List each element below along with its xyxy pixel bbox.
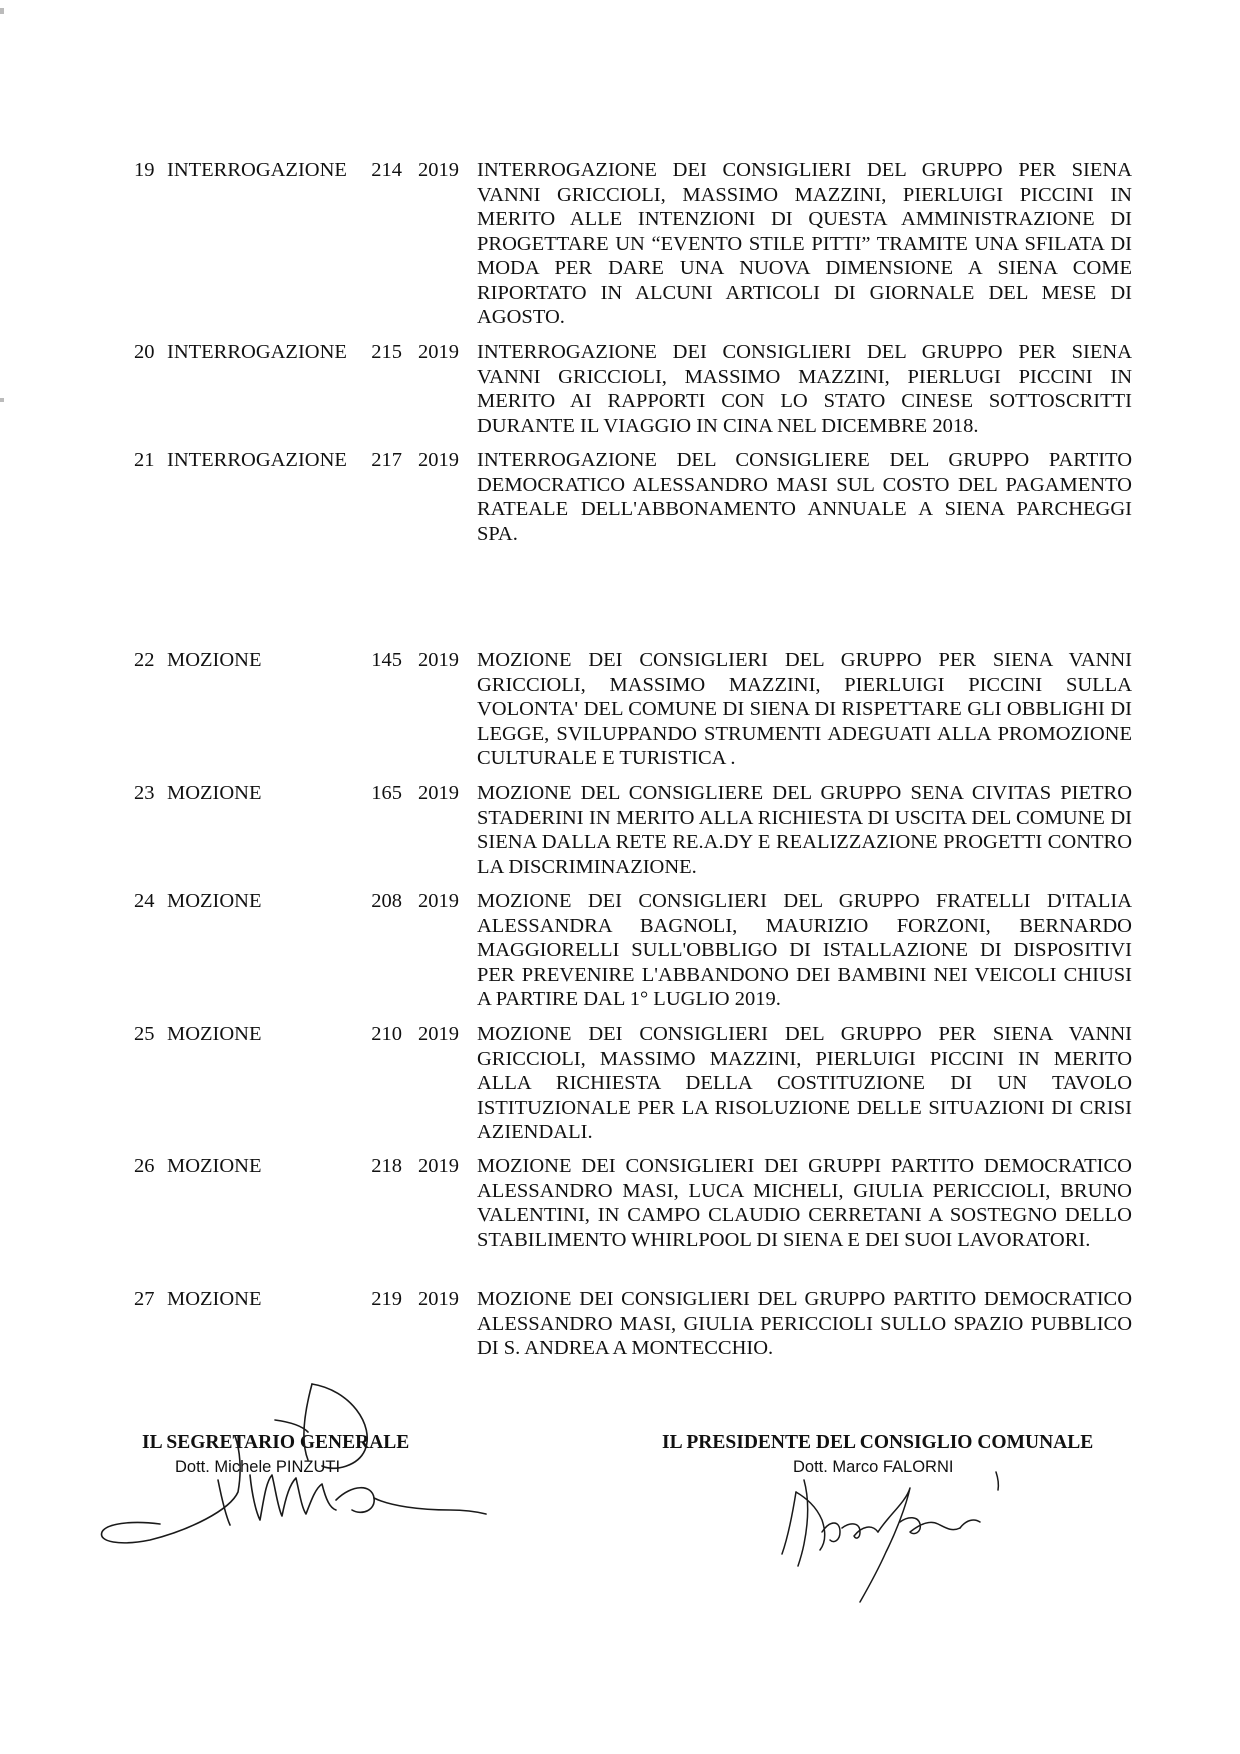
item-number: 25 [134,1023,155,1045]
item-type: MOZIONE [167,1155,262,1177]
scan-artifact [0,398,4,402]
item-number: 27 [134,1288,155,1310]
item-register-number: 218 [371,1155,402,1177]
item-register-number: 217 [371,449,402,471]
item-register-number: 219 [371,1288,402,1310]
item-type: MOZIONE [167,1288,262,1310]
item-number: 26 [134,1155,155,1177]
item-year: 2019 [418,1288,459,1310]
item-description: MOZIONE DEI CONSIGLIERI DEL GRUPPO PER SIENA VANNI GRICCIOLI, MASSIMO MAZZINI, PIERLUIGI PICCINI SULLA VOLONTA' DEL COMUNE DI SIENA DI RISPETTARE GLI OBBLIGHI DI LEGGE, SVILUPPANDO STRUMENTI ADEGUATI ALLA PROMOZIONE CULTURALE E TURISTICA . [477,649,1132,769]
president-title: IL PRESIDENTE DEL CONSIGLIO COMUNALE [662,1432,1094,1453]
item-register-number: 145 [371,649,402,671]
item-description: MOZIONE DEI CONSIGLIERI DEL GRUPPO PARTITO DEMOCRATICO ALESSANDRO MASI, GIULIA PERICCIOLI SULLO SPAZIO PUBBLICO DI S. ANDREA A MONTECCHIO. [477,1288,1132,1359]
item-type: INTERROGAZIONE [167,341,347,363]
item-type: INTERROGAZIONE [167,449,347,471]
president-name: Dott. Marco FALORNI [793,1458,954,1476]
item-number: 24 [134,890,155,912]
secretary-handwritten-signature [90,1380,490,1550]
item-year: 2019 [418,341,459,363]
item-year: 2019 [418,782,459,804]
item-number: 22 [134,649,155,671]
item-number: 21 [134,449,155,471]
item-register-number: 215 [371,341,402,363]
item-description: INTERROGAZIONE DEI CONSIGLIERI DEL GRUPPO PER SIENA VANNI GRICCIOLI, MASSIMO MAZZINI, PIERLUGI PICCINI IN MERITO AI RAPPORTI CON LO STATO CINESE SOTTOSCRITTI DURANTE IL VIAGGIO IN CINA NEL DICEMBRE 2018. [477,341,1132,437]
item-description: MOZIONE DEI CONSIGLIERI DEL GRUPPO PER SIENA VANNI GRICCIOLI, MASSIMO MAZZINI, PIERLUIGI PICCINI IN MERITO ALLA RICHIESTA DELLA COSTITUZIONE DI UN TAVOLO ISTITUZIONALE PER LA RISOLUZIONE DELLE SITUAZIONI DI CRISI AZIENDALI. [477,1023,1132,1143]
item-register-number: 210 [371,1023,402,1045]
item-year: 2019 [418,890,459,912]
item-register-number: 214 [371,159,402,181]
item-description: MOZIONE DEL CONSIGLIERE DEL GRUPPO SENA CIVITAS PIETRO STADERINI IN MERITO ALLA RICHIESTA DI USCITA DEL COMUNE DI SIENA DALLA RETE RE.A.DY E REALIZZAZIONE PROGETTI CONTRO LA DISCRIMINAZIONE. [477,782,1132,878]
item-description: MOZIONE DEI CONSIGLIERI DEL GRUPPO FRATELLI D'ITALIA ALESSANDRA BAGNOLI, MAURIZIO FORZONI, BERNARDO MAGGIORELLI SULL'OBBLIGO DI ISTALLAZIONE DI DISPOSITIVI PER PREVENIRE L'ABBANDONO DEI BAMBINI NEI VEICOLI CHIUSI A PARTIRE DAL 1° LUGLIO 2019. [477,890,1132,1010]
item-type: MOZIONE [167,890,262,912]
secretary-name: Dott. Michele PINZUTI [175,1458,341,1476]
item-year: 2019 [418,649,459,671]
item-number: 19 [134,159,155,181]
item-description: INTERROGAZIONE DEL CONSIGLIERE DEL GRUPPO PARTITO DEMOCRATICO ALESSANDRO MASI SUL COSTO DEL PAGAMENTO RATEALE DELL'ABBONAMENTO ANNUALE A SIENA PARCHEGGI SPA. [477,449,1132,545]
item-year: 2019 [418,159,459,181]
item-year: 2019 [418,449,459,471]
scan-artifact [0,8,4,14]
item-register-number: 165 [371,782,402,804]
item-type: MOZIONE [167,782,262,804]
president-handwritten-signature [760,1462,1020,1612]
item-description: MOZIONE DEI CONSIGLIERI DEI GRUPPI PARTITO DEMOCRATICO ALESSANDRO MASI, LUCA MICHELI, GIULIA PERICCIOLI, BRUNO VALENTINI, IN CAMPO CLAUDIO CERRETANI A SOSTEGNO DELLO STABILIMENTO WHIRLPOOL DI SIENA E DEI SUOI LAVORATORI. [477,1155,1132,1251]
item-type: MOZIONE [167,1023,262,1045]
item-description: INTERROGAZIONE DEI CONSIGLIERI DEL GRUPPO PER SIENA VANNI GRICCIOLI, MASSIMO MAZZINI, PIERLUIGI PICCINI IN MERITO ALLE INTENZIONI DI QUESTA AMMINISTRAZIONE DI PROGETTARE UN “EVENTO STILE PITTI” TRAMITE UNA SFILATA DI MODA PER DARE UNA NUOVA DIMENSIONE A SIENA COME RIPORTATO IN ALCUNI ARTICOLI DI GIORNALE DEL MESE DI AGOSTO. [477,159,1132,328]
item-year: 2019 [418,1155,459,1177]
item-number: 23 [134,782,155,804]
item-type: MOZIONE [167,649,262,671]
secretary-title: IL SEGRETARIO GENERALE [142,1432,410,1453]
item-year: 2019 [418,1023,459,1045]
item-number: 20 [134,341,155,363]
item-type: INTERROGAZIONE [167,159,347,181]
item-register-number: 208 [371,890,402,912]
